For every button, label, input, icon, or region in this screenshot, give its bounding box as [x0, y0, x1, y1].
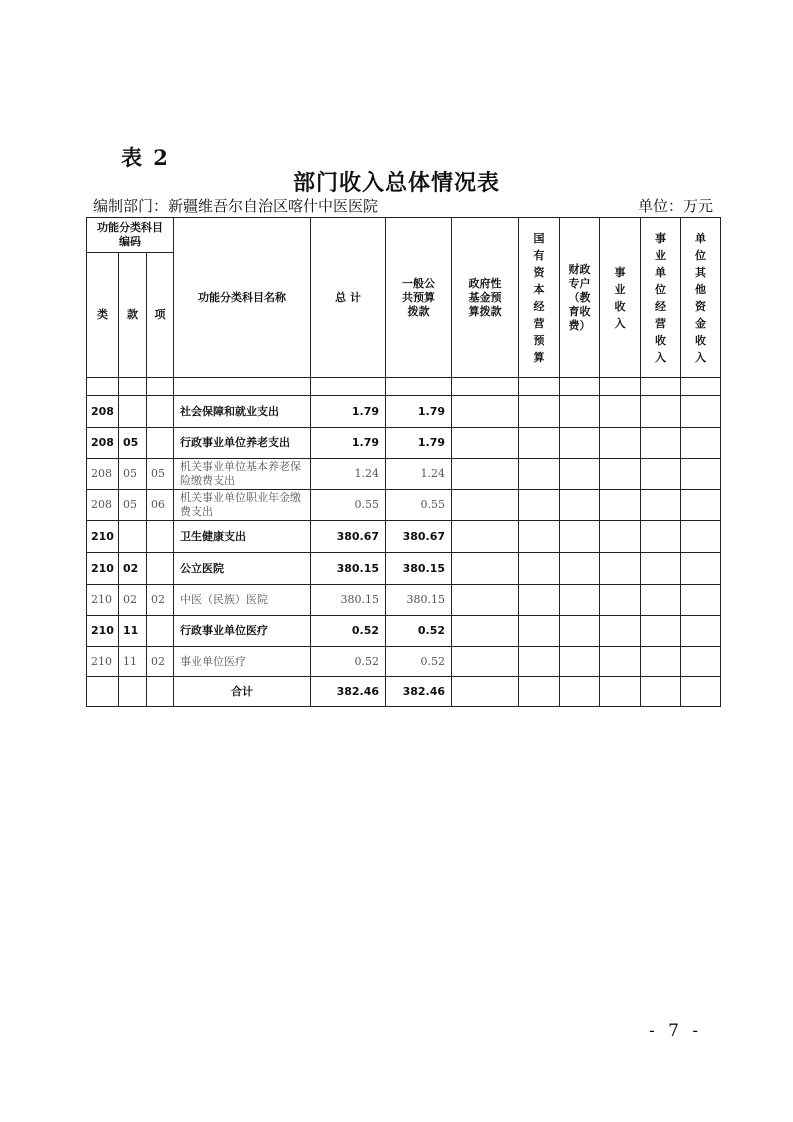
cell-total: 380.67 — [311, 521, 386, 553]
cell-other — [681, 521, 721, 553]
header-operating-income — [641, 218, 681, 378]
cell-name: 中医（民族）医院 — [174, 585, 311, 616]
header-state-capital-text: 国有资本经营预算 — [533, 231, 545, 364]
cell-general: 380.15 — [386, 585, 452, 616]
header-special-account-text: 财政专户（教育收费） — [568, 262, 591, 332]
cell-total: 1.79 — [311, 396, 386, 428]
cell-name: 卫生健康支出 — [174, 521, 311, 553]
cell-state-capital — [519, 459, 560, 490]
header-state-capital — [519, 218, 560, 378]
cell-other — [681, 428, 721, 459]
cell-state-capital — [519, 616, 560, 647]
cell-xiang — [147, 677, 174, 707]
cell-operating — [641, 616, 681, 647]
cell-business — [600, 553, 641, 585]
cell-business — [600, 396, 641, 428]
cell-other — [681, 585, 721, 616]
cell-operating — [641, 459, 681, 490]
header-lei: 类 — [87, 253, 119, 378]
header-code-group: 功能分类科目编码 — [87, 218, 174, 253]
header-general-budget — [386, 218, 452, 378]
cell-other — [681, 396, 721, 428]
cell-total: 0.52 — [311, 647, 386, 677]
cell-general: 1.24 — [386, 459, 452, 490]
cell-name: 行政事业单位养老支出 — [174, 428, 311, 459]
cell-total: 380.15 — [311, 585, 386, 616]
total-row — [87, 677, 721, 707]
cell-xiang — [147, 428, 174, 459]
cell-special — [560, 616, 600, 647]
cell-operating — [641, 396, 681, 428]
header-other-income-text: 单位其他资金收入 — [695, 231, 707, 364]
cell-state-capital — [519, 521, 560, 553]
table-row — [87, 647, 721, 677]
cell-kuan — [119, 396, 147, 428]
cell-operating — [641, 490, 681, 521]
table-label: 表 2 — [121, 145, 170, 170]
cell-name: 公立医院 — [174, 553, 311, 585]
cell-kuan: 11 — [119, 616, 147, 647]
header-business-income-text: 事业收入 — [614, 265, 626, 330]
cell-business — [600, 677, 641, 707]
header-general-budget-text: 一般公共预算拨款 — [402, 276, 436, 318]
cell-xiang: 05 — [147, 459, 174, 490]
cell-fund — [452, 428, 519, 459]
cell-fund — [452, 396, 519, 428]
cell-state-capital — [519, 428, 560, 459]
cell-other — [681, 553, 721, 585]
cell-kuan: 05 — [119, 428, 147, 459]
cell-xiang: 02 — [147, 585, 174, 616]
header-kuan: 款 — [119, 253, 147, 378]
cell-state-capital — [519, 647, 560, 677]
cell-xiang — [147, 553, 174, 585]
cell-general: 1.79 — [386, 428, 452, 459]
cell-other — [681, 647, 721, 677]
cell-general: 0.52 — [386, 616, 452, 647]
cell-special — [560, 585, 600, 616]
cell-lei: 208 — [87, 459, 119, 490]
cell-special — [560, 428, 600, 459]
cell-special — [560, 396, 600, 428]
table-row — [87, 553, 721, 585]
cell-xiang — [147, 521, 174, 553]
cell-business — [600, 459, 641, 490]
cell-general: 0.55 — [386, 490, 452, 521]
header-fund-budget — [452, 218, 519, 378]
cell-state-capital — [519, 396, 560, 428]
cell-business — [600, 647, 641, 677]
header-name: 功能分类科目名称 — [174, 218, 311, 378]
cell-name: 社会保障和就业支出 — [174, 396, 311, 428]
cell-other — [681, 677, 721, 707]
table-row — [87, 616, 721, 647]
table-row — [87, 490, 721, 521]
table-row — [87, 585, 721, 616]
cell-kuan: 02 — [119, 553, 147, 585]
document-title: 部门收入总体情况表 — [292, 170, 500, 196]
cell-state-capital — [519, 585, 560, 616]
page-number: - 7 - — [649, 1021, 703, 1041]
total-value: 382.46 — [311, 677, 386, 707]
cell-fund — [452, 521, 519, 553]
cell-special — [560, 521, 600, 553]
cell-fund — [452, 459, 519, 490]
cell-special — [560, 677, 600, 707]
cell-name: 机关事业单位职业年金缴费支出 — [174, 490, 311, 521]
cell-other — [681, 459, 721, 490]
cell-lei: 208 — [87, 428, 119, 459]
cell-operating — [641, 677, 681, 707]
cell-lei: 208 — [87, 490, 119, 521]
cell-kuan: 05 — [119, 459, 147, 490]
cell-general: 0.52 — [386, 647, 452, 677]
cell-general: 380.15 — [386, 553, 452, 585]
cell-xiang: 06 — [147, 490, 174, 521]
cell-lei: 210 — [87, 647, 119, 677]
cell-fund — [452, 616, 519, 647]
unit-line: 单位：万元 — [637, 197, 713, 215]
cell-business — [600, 428, 641, 459]
cell-kuan: 11 — [119, 647, 147, 677]
cell-special — [560, 553, 600, 585]
cell-special — [560, 647, 600, 677]
header-operating-income-text: 事业单位经营收入 — [655, 231, 667, 364]
cell-business — [600, 585, 641, 616]
header-business-income — [600, 218, 641, 378]
table-row — [87, 396, 721, 428]
cell-xiang — [147, 616, 174, 647]
cell-lei: 210 — [87, 585, 119, 616]
header-special-account — [560, 218, 600, 378]
cell-kuan — [119, 521, 147, 553]
spacer-row — [87, 378, 721, 396]
cell-operating — [641, 585, 681, 616]
cell-business — [600, 521, 641, 553]
cell-general: 1.79 — [386, 396, 452, 428]
cell-xiang: 02 — [147, 647, 174, 677]
cell-total: 0.52 — [311, 616, 386, 647]
cell-operating — [641, 521, 681, 553]
cell-name: 事业单位医疗 — [174, 647, 311, 677]
cell-general: 380.67 — [386, 521, 452, 553]
cell-fund — [452, 490, 519, 521]
cell-name: 机关事业单位基本养老保险缴费支出 — [174, 459, 311, 490]
cell-lei: 210 — [87, 616, 119, 647]
cell-lei: 210 — [87, 553, 119, 585]
total-label: 合计 — [174, 677, 311, 707]
table-row — [87, 521, 721, 553]
total-general: 382.46 — [386, 677, 452, 707]
table-row — [87, 428, 721, 459]
header-xiang: 项 — [147, 253, 174, 378]
header-other-income — [681, 218, 721, 378]
cell-kuan: 05 — [119, 490, 147, 521]
header-total: 总 计 — [311, 218, 386, 378]
cell-lei: 210 — [87, 521, 119, 553]
cell-lei: 208 — [87, 396, 119, 428]
cell-kuan — [119, 677, 147, 707]
cell-special — [560, 490, 600, 521]
cell-kuan: 02 — [119, 585, 147, 616]
cell-fund — [452, 585, 519, 616]
cell-other — [681, 490, 721, 521]
cell-state-capital — [519, 677, 560, 707]
cell-operating — [641, 553, 681, 585]
cell-state-capital — [519, 490, 560, 521]
cell-total: 1.79 — [311, 428, 386, 459]
cell-business — [600, 616, 641, 647]
cell-business — [600, 490, 641, 521]
cell-fund — [452, 647, 519, 677]
table-row — [87, 459, 721, 490]
cell-total: 0.55 — [311, 490, 386, 521]
cell-total: 1.24 — [311, 459, 386, 490]
cell-state-capital — [519, 553, 560, 585]
cell-lei — [87, 677, 119, 707]
cell-fund — [452, 553, 519, 585]
cell-special — [560, 459, 600, 490]
cell-xiang — [147, 396, 174, 428]
cell-operating — [641, 647, 681, 677]
cell-fund — [452, 677, 519, 707]
department-line: 编制部门：新疆维吾尔自治区喀什中医医院 — [93, 197, 379, 215]
cell-other — [681, 616, 721, 647]
header-fund-budget-text: 政府性基金预算拨款 — [468, 276, 502, 318]
cell-total: 380.15 — [311, 553, 386, 585]
cell-name: 行政事业单位医疗 — [174, 616, 311, 647]
income-table — [86, 217, 721, 707]
cell-operating — [641, 428, 681, 459]
